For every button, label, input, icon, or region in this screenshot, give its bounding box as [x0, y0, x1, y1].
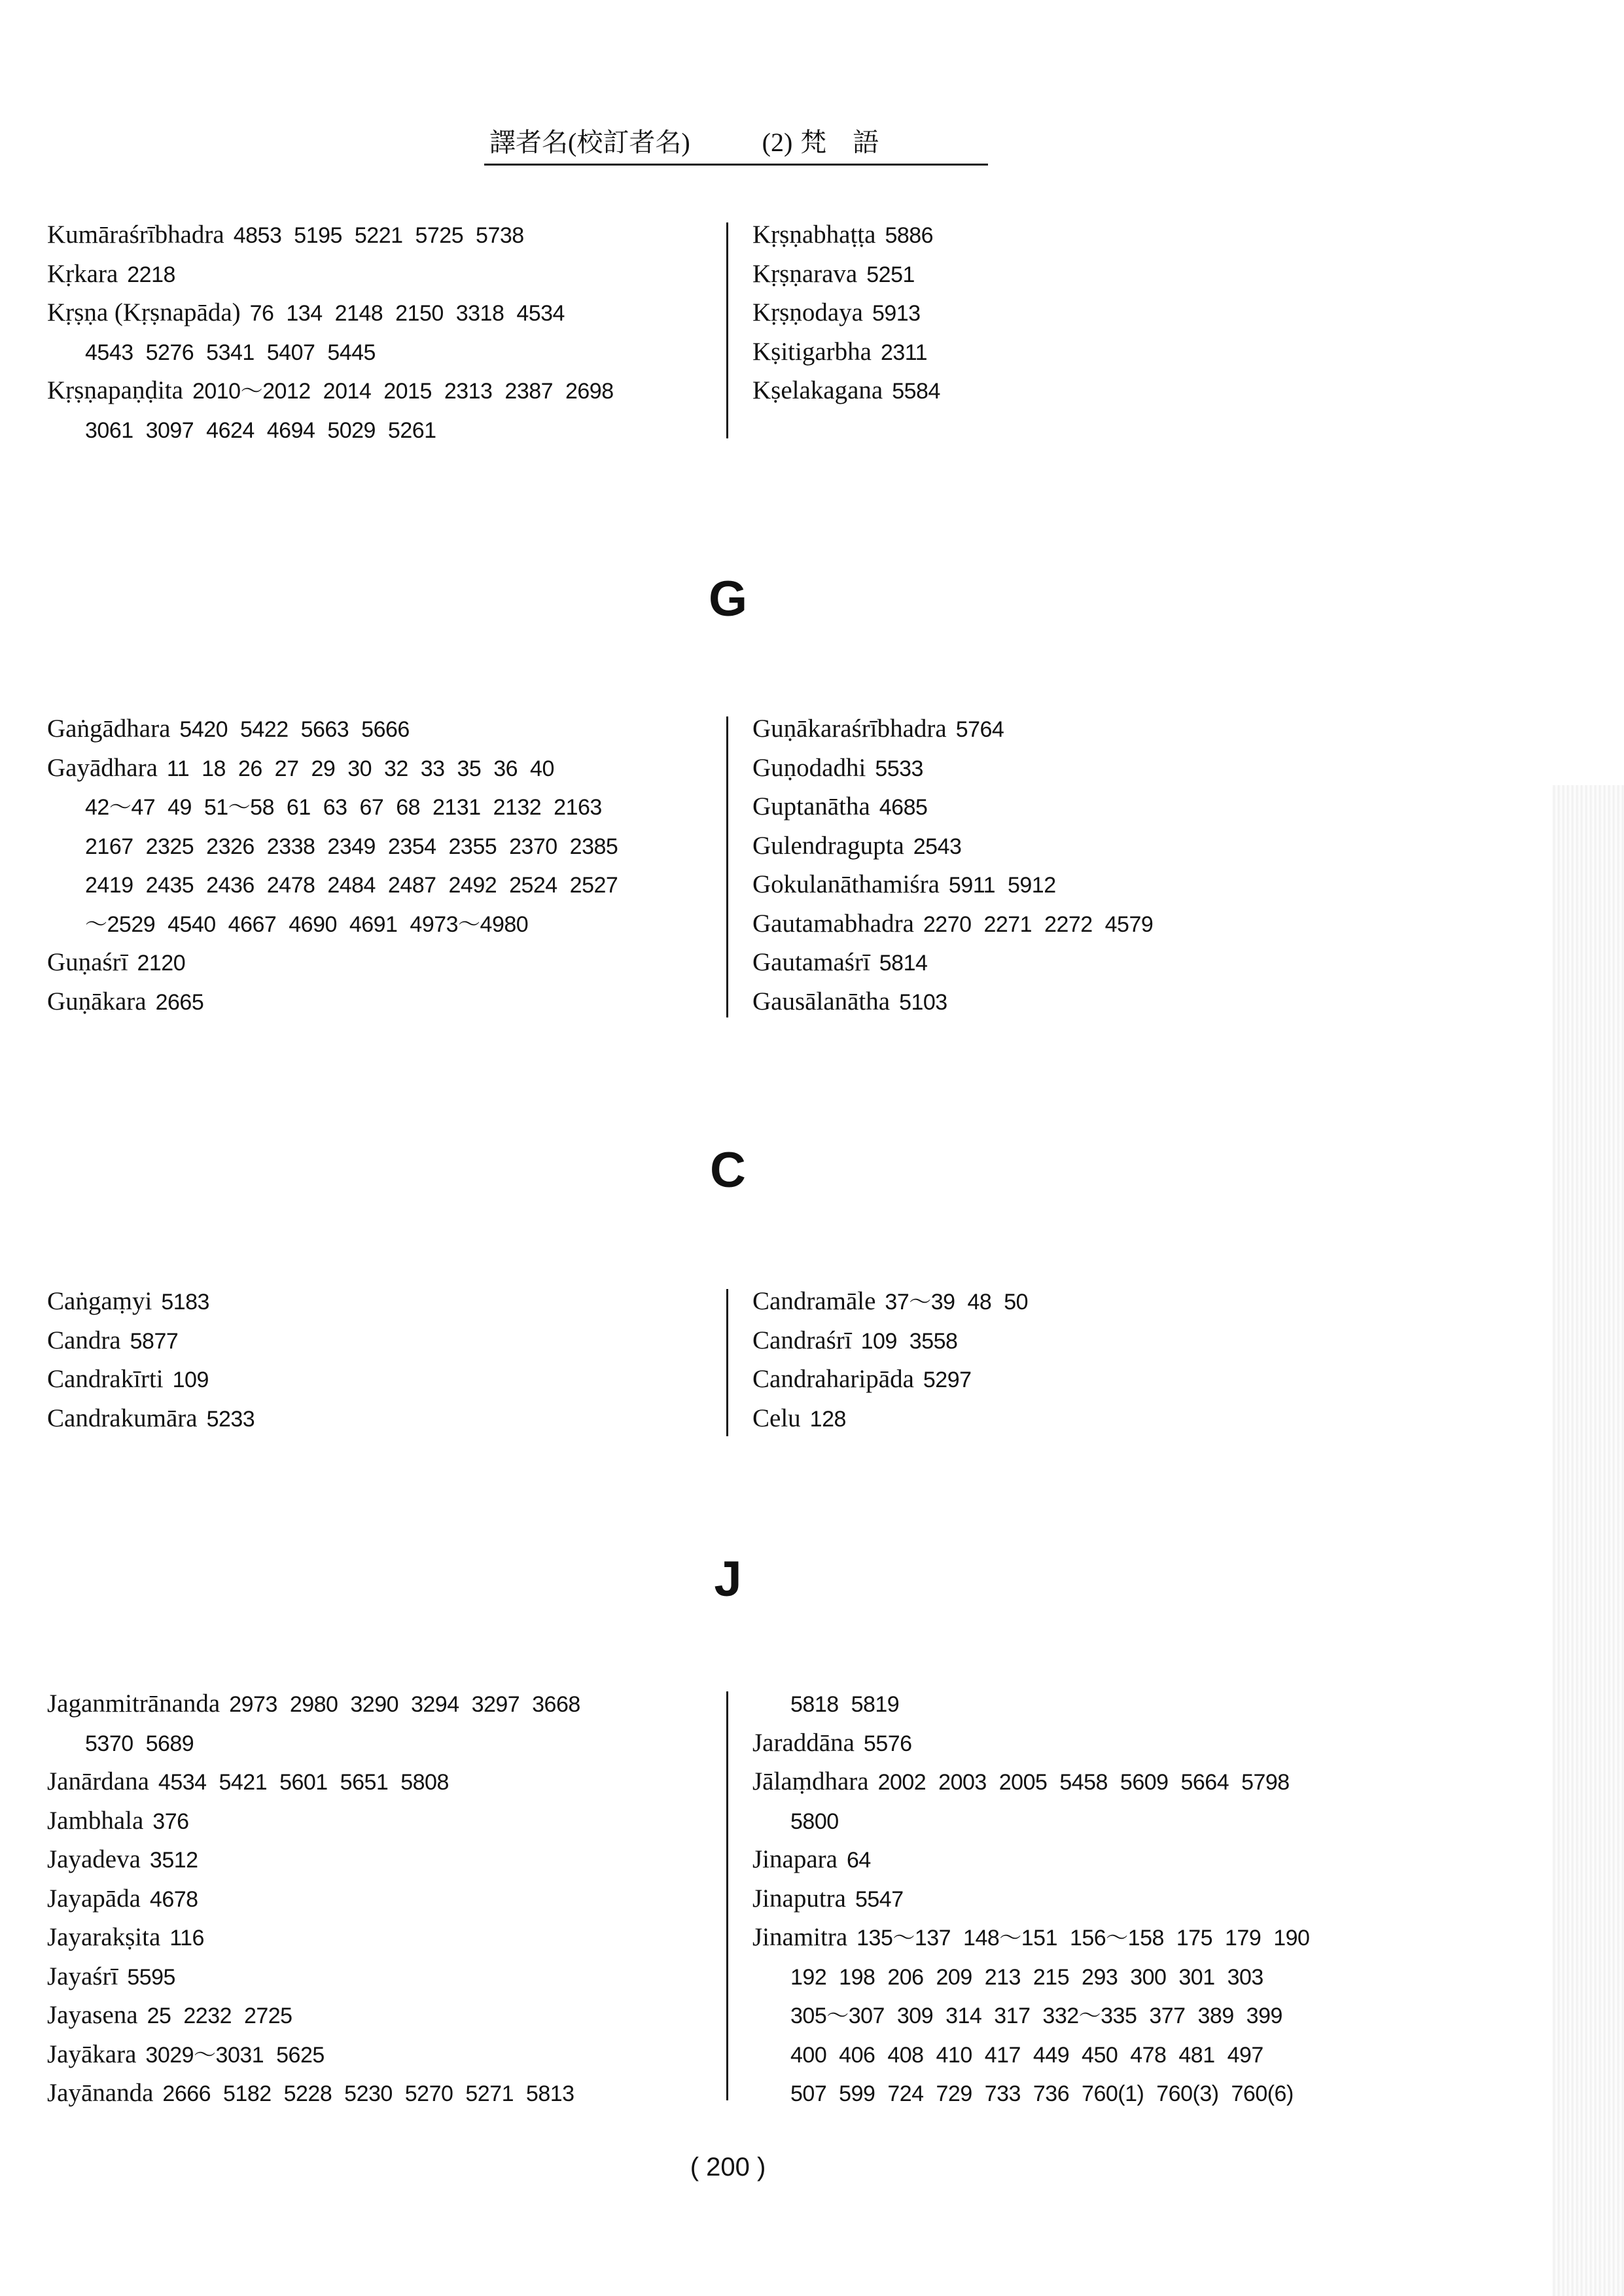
- reference-numbers: 4685: [879, 795, 928, 820]
- reference-numbers: 5103: [899, 989, 947, 1015]
- translator-name: Guṇākaraśrībhadra: [752, 715, 947, 743]
- reference-numbers: 5251: [866, 262, 915, 287]
- reference-numbers: 5913: [872, 301, 921, 326]
- reference-numbers: 109: [172, 1368, 209, 1392]
- index-entry: [752, 333, 1485, 372]
- reference-numbers: 2002 2003 2005 5458 5609 5664 5798: [877, 1770, 1290, 1795]
- translator-name: Candraharipāda: [752, 1365, 914, 1393]
- index-entry: [47, 294, 715, 333]
- reference-numbers: 2665: [155, 989, 204, 1015]
- index-entry: [752, 1918, 1485, 1958]
- translator-name: Kumāraśrībhadra: [47, 221, 224, 249]
- reference-numbers: 5584: [892, 379, 940, 404]
- translator-name: Jayadeva: [47, 1845, 141, 1873]
- index-entry: [752, 710, 1485, 749]
- translator-name: Jayapāda: [47, 1884, 141, 1913]
- translator-name: Jinaputra: [752, 1884, 846, 1913]
- index-entry: [47, 1763, 715, 1802]
- reference-numbers: 5886: [885, 223, 934, 248]
- index-entry-continuation: [752, 1996, 1485, 2036]
- right-column: [752, 710, 1485, 1021]
- reference-numbers: ～2529 4540 4667 4690 4691 4973～4980: [85, 911, 529, 937]
- translator-name: Candramāle: [752, 1287, 876, 1315]
- translator-name: Kṣitigarbha: [752, 337, 872, 366]
- header-language: 梵語: [800, 128, 906, 157]
- index-entry-continuation: [47, 905, 715, 944]
- index-entry: [752, 827, 1485, 866]
- running-header: [484, 122, 988, 166]
- reference-numbers: 5420 5422 5663 5666: [179, 717, 410, 742]
- index-entry: [752, 1841, 1485, 1880]
- index-entry-continuation: [47, 866, 715, 905]
- translator-name: Jaganmitrānanda: [47, 1689, 221, 1718]
- reference-numbers: 109 3558: [860, 1328, 958, 1354]
- reference-numbers: 5533: [875, 756, 923, 781]
- index-entry: [47, 1918, 715, 1958]
- index-entry: [752, 1763, 1485, 1802]
- reference-numbers: 37～39 48 50: [885, 1290, 1029, 1315]
- index-entry: [752, 1360, 1485, 1400]
- index-entry: [752, 294, 1485, 333]
- index-entry-continuation: [752, 1958, 1485, 1997]
- index-entry: [47, 1841, 715, 1880]
- index-entry-continuation: [47, 333, 715, 372]
- index-entry: [47, 1996, 715, 2036]
- index-entry: [752, 983, 1485, 1022]
- reference-numbers: 5764: [955, 717, 1004, 742]
- translator-name: Caṅgaṃyi: [47, 1287, 152, 1315]
- index-entry: [47, 372, 715, 411]
- reference-numbers: 2218: [127, 262, 175, 287]
- reference-numbers: 5233: [206, 1406, 255, 1432]
- right-column: [752, 1685, 1485, 2113]
- translator-name: Kṛṣṇapaṇḍita: [47, 376, 183, 404]
- index-entry: [47, 1685, 715, 1724]
- reference-numbers: 2010～2012 2014 2015 2313 2387 2698: [192, 379, 614, 404]
- reference-numbers: 5877: [130, 1328, 179, 1354]
- index-entry: [752, 905, 1485, 944]
- reference-numbers: 376: [152, 1809, 189, 1834]
- reference-numbers: 2120: [137, 951, 186, 976]
- translator-name: Kṛkara: [47, 259, 118, 288]
- header-section: (2): [762, 128, 793, 157]
- right-column: [752, 1282, 1485, 1438]
- translator-name: Gayādhara: [47, 753, 158, 782]
- translator-name: Guṇaśrī: [47, 948, 128, 976]
- reference-numbers: 5595: [127, 1964, 175, 1990]
- translator-name: Guptanātha: [752, 792, 870, 821]
- translator-name: Gautamabhadra: [752, 909, 914, 938]
- reference-numbers: 5911 5912: [948, 873, 1056, 898]
- reference-numbers: 5547: [855, 1886, 904, 1912]
- translator-name: Kṛṣṇa (Kṛṣnapāda): [47, 298, 241, 327]
- translator-name: Kṛṣṇabhaṭṭa: [752, 221, 876, 249]
- reference-numbers: 4543 5276 5341 5407 5445: [85, 340, 376, 365]
- reference-numbers: 192 198 206 209 213 215 293 300 301 303: [790, 1964, 1263, 1990]
- index-entry-continuation: [47, 1724, 715, 1763]
- reference-numbers: 507 599 724 729 733 736 760(1) 760(3) 760(6): [790, 2081, 1294, 2106]
- index-entry: [47, 1400, 715, 1439]
- index-entry: [752, 1724, 1485, 1763]
- reference-numbers: 400 406 408 410 417 449 450 478 481 497: [790, 2042, 1263, 2068]
- translator-name: Kṣelakagana: [752, 376, 883, 404]
- reference-numbers: 4678: [149, 1886, 198, 1912]
- index-entry: [47, 1282, 715, 1322]
- translator-name: Jaraddāna: [752, 1728, 855, 1757]
- index-entry: [47, 2036, 715, 2075]
- translator-name: Candrakumāra: [47, 1404, 198, 1432]
- index-entry: [752, 866, 1485, 905]
- translator-name: Guṇākara: [47, 987, 147, 1016]
- translator-name: Candrakīrti: [47, 1365, 164, 1393]
- index-entry: [47, 1322, 715, 1361]
- index-entry: [47, 1958, 715, 1997]
- reference-numbers: 3029～3031 5625: [145, 2042, 325, 2068]
- translator-name: Janārdana: [47, 1767, 149, 1795]
- reference-numbers: 5183: [161, 1290, 209, 1315]
- translator-name: Jayānanda: [47, 2079, 154, 2107]
- reference-numbers: 4853 5195 5221 5725 5738: [233, 223, 524, 248]
- translator-name: Celu: [752, 1404, 801, 1432]
- left-column: [47, 1282, 715, 1438]
- reference-numbers: 64: [846, 1848, 871, 1873]
- reference-numbers: 76 134 2148 2150 3318 4534: [249, 301, 565, 326]
- reference-numbers: 5576: [863, 1731, 912, 1756]
- section-letter-j: J: [714, 1551, 742, 1607]
- index-entry: [752, 1282, 1485, 1322]
- index-entry: [47, 749, 715, 788]
- translator-name: Guṇodadhi: [752, 753, 866, 782]
- index-entry-continuation: [47, 827, 715, 866]
- index-entry-continuation: [752, 2036, 1485, 2075]
- section-letter-g: G: [708, 571, 748, 627]
- reference-numbers: 3512: [149, 1848, 198, 1873]
- translator-name: Jayarakṣita: [47, 1923, 161, 1951]
- column-divider: [726, 716, 728, 1017]
- index-entry: [47, 255, 715, 294]
- left-column: [47, 216, 715, 450]
- translator-name: Jālaṃdhara: [752, 1767, 869, 1795]
- left-column: [47, 710, 715, 1021]
- reference-numbers: 2270 2271 2272 4579: [923, 911, 1154, 937]
- index-entry-continuation: [752, 1802, 1485, 1841]
- reference-numbers: 5370 5689: [85, 1731, 194, 1756]
- reference-numbers: 305～307 309 314 317 332～335 377 389 399: [790, 2004, 1282, 2028]
- reference-numbers: 5800: [790, 1809, 839, 1834]
- scan-edge-shadow: [1552, 785, 1624, 2296]
- index-entry: [752, 1880, 1485, 1919]
- index-entry: [752, 1400, 1485, 1439]
- index-entry: [47, 710, 715, 749]
- translator-name: Candraśrī: [752, 1326, 852, 1354]
- translator-name: Kṛṣṇodaya: [752, 298, 863, 327]
- reference-numbers: 3061 3097 4624 4694 5029 5261: [85, 417, 436, 443]
- translator-name: Jambhala: [47, 1806, 144, 1835]
- translator-name: Jayākara: [47, 2040, 137, 2068]
- translator-name: Jayaśrī: [47, 1962, 118, 1990]
- reference-numbers: 2311: [880, 340, 928, 365]
- reference-numbers: 42～47 49 51～58 61 63 67 68 2131 2132 2163: [85, 795, 602, 820]
- index-entry-continuation: [47, 788, 715, 827]
- translator-name: Gokulanāthamiśra: [752, 870, 940, 898]
- reference-numbers: 25 2232 2725: [147, 2004, 292, 2028]
- index-entry-continuation: [752, 2074, 1485, 2113]
- translator-name: Jinamitra: [752, 1923, 848, 1951]
- index-entry: [752, 216, 1485, 255]
- reference-numbers: 135～137 148～151 156～158 175 179 190: [856, 1926, 1310, 1951]
- index-entry: [752, 944, 1485, 983]
- translator-name: Gaṅgādhara: [47, 715, 171, 743]
- index-entry-continuation: [752, 1685, 1485, 1724]
- reference-numbers: 11 18 26 27 29 30 32 33 35 36 40: [166, 756, 554, 781]
- index-entry: [752, 372, 1485, 411]
- reference-numbers: 4534 5421 5601 5651 5808: [158, 1770, 449, 1795]
- index-entry: [47, 2074, 715, 2113]
- index-entry: [752, 749, 1485, 788]
- index-entry: [47, 983, 715, 1022]
- index-entry: [47, 1360, 715, 1400]
- translator-name: Gausālanātha: [752, 987, 891, 1016]
- index-entry: [752, 788, 1485, 827]
- left-column: [47, 1685, 715, 2113]
- index-entry: [752, 1322, 1485, 1361]
- reference-numbers: 5814: [879, 951, 928, 976]
- reference-numbers: 2419 2435 2436 2478 2484 2487 2492 2524 2527: [85, 873, 618, 898]
- reference-numbers: 5818 5819: [790, 1692, 900, 1717]
- reference-numbers: 2973 2980 3290 3294 3297 3668: [229, 1692, 580, 1717]
- reference-numbers: 128: [809, 1406, 846, 1432]
- translator-name: Jinapara: [752, 1845, 838, 1873]
- column-divider: [726, 1691, 728, 2100]
- column-divider: [726, 1289, 728, 1436]
- translator-name: Candra: [47, 1326, 121, 1354]
- reference-numbers: 5297: [923, 1368, 972, 1392]
- page-number: ( 200 ): [690, 2153, 766, 2181]
- reference-numbers: 2167 2325 2326 2338 2349 2354 2355 2370 2385: [85, 834, 618, 859]
- index-entry-continuation: [47, 411, 715, 450]
- index-entry: [752, 255, 1485, 294]
- index-entry: [47, 944, 715, 983]
- column-divider: [726, 222, 728, 438]
- index-entry: [47, 1802, 715, 1841]
- reference-numbers: 116: [169, 1926, 204, 1951]
- translator-name: Gulendragupta: [752, 831, 904, 860]
- reference-numbers: 2543: [913, 834, 962, 859]
- right-column: [752, 216, 1485, 411]
- section-letter-c: C: [710, 1142, 746, 1198]
- translator-name: Gautamaśrī: [752, 948, 870, 976]
- header-title: 譯者名(校訂者名): [489, 128, 690, 157]
- translator-name: Kṛṣṇarava: [752, 259, 858, 288]
- translator-name: Jayasena: [47, 2001, 138, 2029]
- index-entry: [47, 216, 715, 255]
- index-entry: [47, 1880, 715, 1919]
- reference-numbers: 2666 5182 5228 5230 5270 5271 5813: [162, 2081, 574, 2106]
